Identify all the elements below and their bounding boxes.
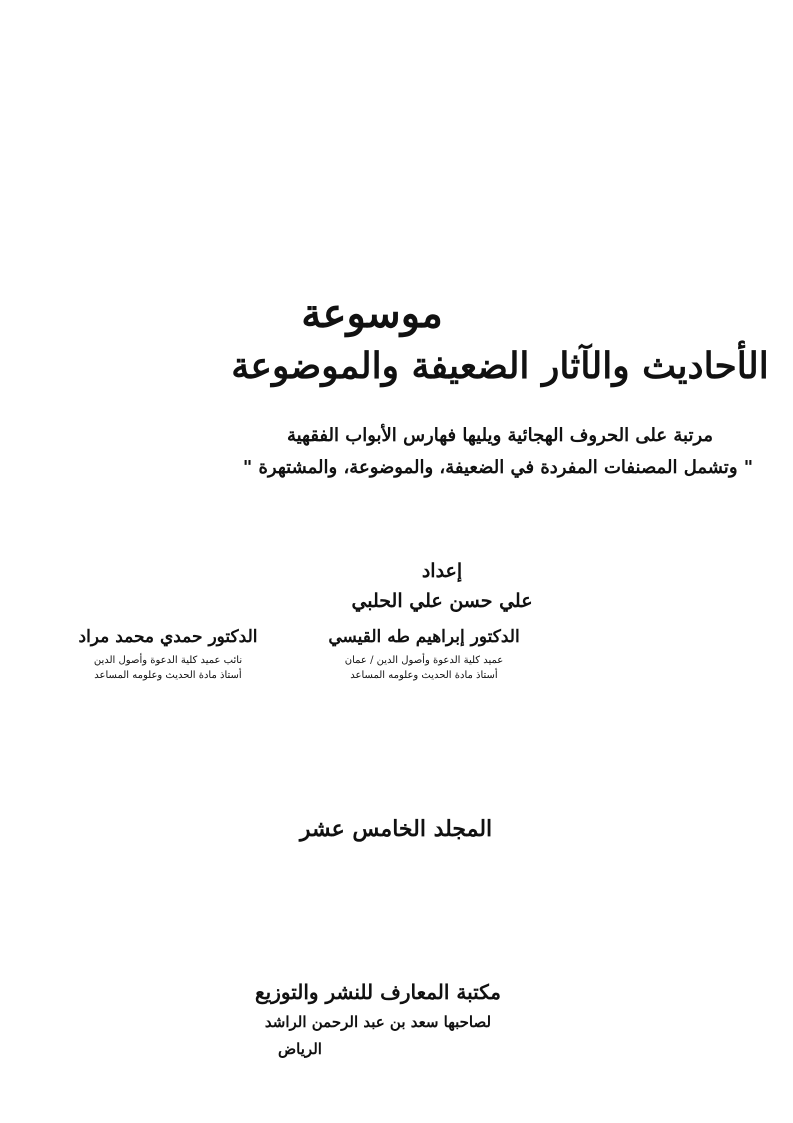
publisher-owner: لصاحبها سعد بن عبد الرحمن الراشد	[264, 1013, 492, 1031]
main-author: علي حسن علي الحلبي	[351, 590, 533, 612]
publisher-city: الرياض	[278, 1040, 322, 1058]
volume-label: المجلد الخامس عشر	[299, 816, 493, 842]
co-author-name: الدكتور حمدي محمد مراد	[78, 627, 258, 647]
co-author-role: أستاذ مادة الحديث وعلومه المساعد	[350, 670, 498, 681]
co-author-role: نائب عميد كلية الدعوة وأصول الدين	[93, 655, 243, 666]
co-author-left	[79, 627, 258, 683]
prepared-by-label: إعداد	[421, 560, 463, 582]
subtitle-contents: " وتشمل المصنفات المفردة في الضعيفة، والموضوعة، والمشتهرة "	[242, 457, 754, 478]
co-author-right	[328, 627, 519, 683]
series-label: موسوعة	[301, 290, 443, 337]
co-author-name: الدكتور إبراهيم طه القيسي	[328, 627, 520, 647]
subtitle-arrangement: مرتبة على الحروف الهجائية ويليها فهارس الأبواب الفقهية	[286, 425, 714, 446]
book-title: الأحاديث والآثار الضعيفة والموضوعة	[231, 345, 769, 387]
co-author-role: عميد كلية الدعوة وأصول الدين / عمان	[344, 655, 504, 666]
publisher-name: مكتبة المعارف للنشر والتوزيع	[255, 980, 501, 1004]
co-author-role: أستاذ مادة الحديث وعلومه المساعد	[94, 670, 242, 681]
